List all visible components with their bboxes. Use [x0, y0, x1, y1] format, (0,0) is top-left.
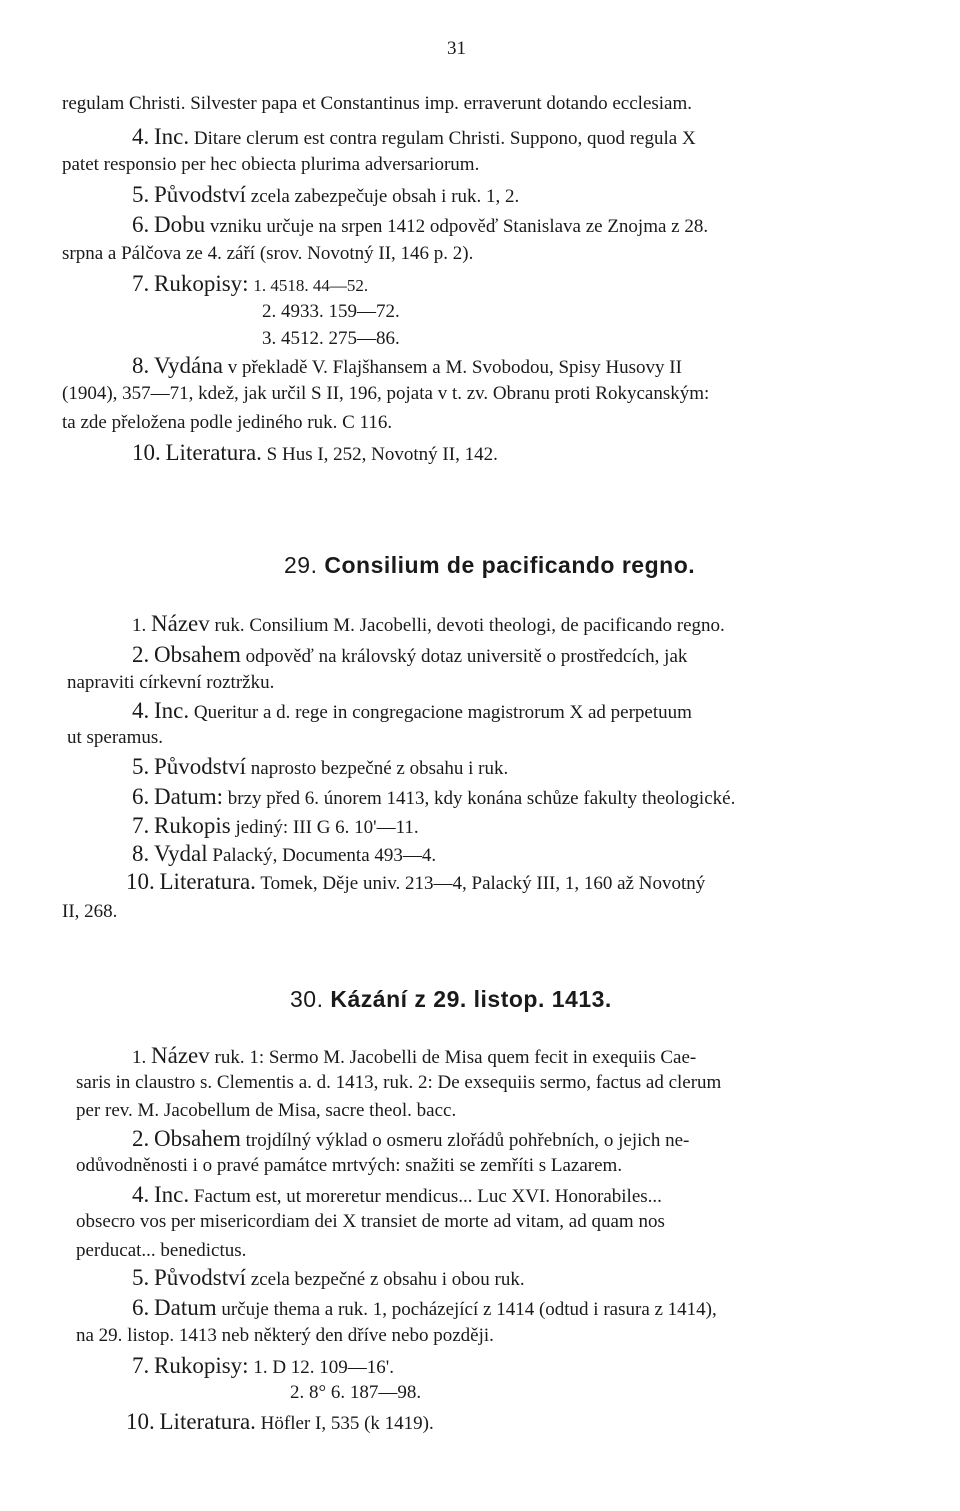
text-line: 6. Dobu vzniku určuje na srpen 1412 odpověď Stanislava ze Znojma z 28. — [132, 212, 709, 237]
list-item: 8. Vydal Palacký, Documenta 493—4. — [132, 841, 437, 866]
text-line: 7. Rukopisy: 1. 4518. 44—52. — [132, 271, 369, 296]
text-line: 3. 4512. 275—86. — [262, 328, 400, 349]
text-line: 2. 4933. 159—72. — [262, 301, 400, 322]
text-line: perducat... benedictus. — [76, 1240, 247, 1261]
list-item: 10. Literatura. Tomek, Děje univ. 213—4, Palacký III, 1, 160 až Novotný — [126, 869, 706, 894]
text-line: 1. Název ruk. 1: Sermo M. Jacobelli de Misa quem fecit in exequiis Cae- — [132, 1043, 697, 1068]
text-line: 4. Inc. Ditare clerum est contra regulam Christi. Suppono, quod regula X — [132, 124, 696, 149]
text-line: na 29. listop. 1413 neb některý den dříve nebo později. — [76, 1325, 494, 1346]
text-line: ut speramus. — [67, 727, 164, 748]
list-item: 7. Rukopis jediný: III G 6. 10'—11. — [132, 813, 419, 838]
list-item: 6. Datum: brzy před 6. únorem 1413, kdy konána schůze fakulty theologické. — [132, 784, 736, 809]
text-line: regulam Christi. Silvester papa et Constantinus imp. erraverunt dotando ecclesiam. — [62, 93, 693, 114]
text-line: ta zde přeložena podle jediného ruk. C 116. — [62, 412, 393, 433]
text-line: 2. Obsahem trojdílný výklad o osmeru zlořádů pohřebních, o jejich ne- — [132, 1126, 690, 1151]
page-number: 31 — [447, 38, 466, 59]
text-line: napraviti církevní roztržku. — [67, 672, 275, 693]
text-line: (1904), 357—71, kdež, jak určil S II, 196, pojata v t. zv. Obranu proti Rokycanským: — [62, 383, 710, 404]
section-heading: 30. Kázání z 29. listop. 1413. — [290, 986, 612, 1012]
text-line: 7. Rukopisy: 1. D 12. 109—16'. — [132, 1353, 394, 1378]
text-line: 6. Datum určuje thema a ruk. 1, pocházející z 1414 (odtud i rasura z 1414), — [132, 1295, 717, 1320]
text-line: 2. 8° 6. 187—98. — [290, 1382, 422, 1403]
text-line: 10. Literatura. Höfler I, 535 (k 1419). — [126, 1409, 434, 1434]
text-line: patet responsio per hec obiecta plurima adversariorum. — [62, 154, 480, 175]
text-line: 10. Literatura. S Hus I, 252, Novotný II, 142. — [132, 440, 498, 465]
text-line: per rev. M. Jacobellum de Misa, sacre theol. bacc. — [76, 1100, 457, 1121]
list-item: 5. Původství naprosto bezpečné z obsahu i ruk. — [132, 754, 509, 779]
text-line: obsecro vos per misericordiam dei X transiet de morte ad vitam, ad quam nos — [76, 1211, 665, 1232]
text-line: 4. Inc. Factum est, ut moreretur mendicus... Luc XVI. Honorabiles... — [132, 1182, 662, 1207]
text-line: II, 268. — [62, 901, 118, 922]
list-item: 4. Inc. Queritur a d. rege in congregacione magistrorum X ad perpetuum — [132, 698, 692, 723]
list-item: 2. Obsahem odpověď na královský dotaz universitě o prostředcích, jak — [132, 642, 688, 667]
text-line: saris in claustro s. Clementis a. d. 1413, ruk. 2: De exsequiis sermo, factus ad clerum — [76, 1072, 722, 1093]
section-heading: 29. Consilium de pacificando regno. — [284, 552, 696, 578]
text-line: odůvodněnosti i o pravé památce mrtvých: snažiti se zemříti s Lazarem. — [76, 1155, 623, 1176]
text-line: 8. Vydána v překladě V. Flajšhansem a M. Svobodou, Spisy Husovy II — [132, 353, 682, 378]
text-line: 5. Původství zcela zabezpečuje obsah i ruk. 1, 2. — [132, 182, 520, 207]
text-line: 5. Původství zcela bezpečné z obsahu i obou ruk. — [132, 1265, 525, 1290]
text-line: srpna a Pálčova ze 4. září (srov. Novotný II, 146 p. 2). — [62, 243, 474, 264]
list-item: 1. Název ruk. Consilium M. Jacobelli, devoti theologi, de pacificando regno. — [132, 611, 725, 636]
